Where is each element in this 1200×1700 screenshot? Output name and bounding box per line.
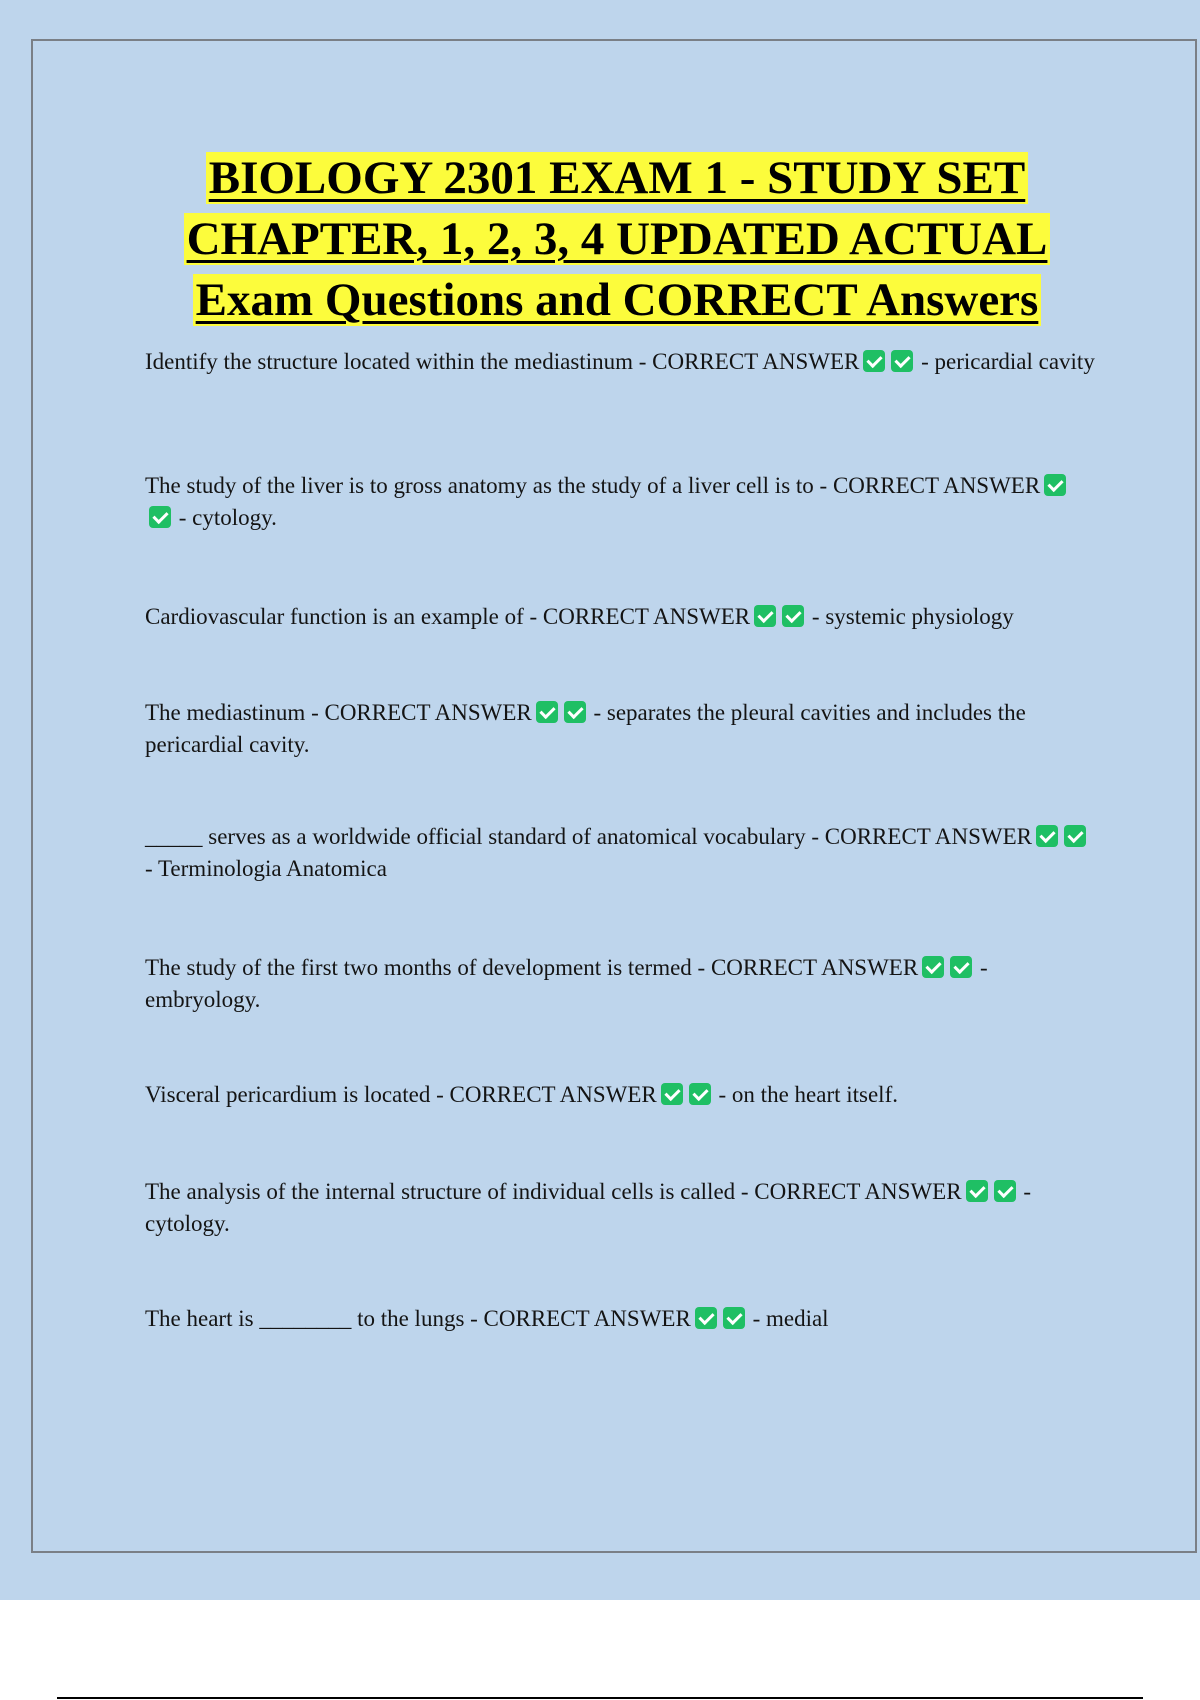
check-mark-icon (891, 350, 913, 372)
check-mark-icon (966, 1180, 988, 1202)
check-mark-icon (723, 1307, 745, 1329)
question-text: Visceral pericardium is located - CORRECT ANSWER (145, 1082, 657, 1107)
question-text: Cardiovascular function is an example of - CORRECT ANSWER (145, 604, 751, 629)
answer-text: - cytology. (178, 505, 277, 530)
qa-item (145, 1079, 1095, 1111)
check-mark-icon (689, 1083, 711, 1105)
question-text: The analysis of the internal structure of individual cells is called - CORRECT ANSWER (145, 1179, 962, 1204)
check-mark-icon (754, 605, 776, 627)
check-mark-icon (950, 956, 972, 978)
title-line: Exam Questions and CORRECT Answers (193, 274, 1042, 326)
qa-item (145, 470, 1095, 534)
answer-text: - medial (752, 1306, 829, 1331)
qa-item (145, 1176, 1095, 1240)
question-text: The study of the first two months of development is termed - CORRECT ANSWER (145, 955, 919, 980)
question-text: Identify the structure located within the mediastinum - CORRECT ANSWER (145, 349, 860, 374)
check-mark-icon (922, 956, 944, 978)
check-mark-icon (661, 1083, 683, 1105)
qa-item (145, 697, 1095, 761)
check-mark-icon (695, 1307, 717, 1329)
check-mark-icon (782, 605, 804, 627)
answer-text: - cytology. (145, 1179, 1031, 1236)
check-mark-icon (994, 1180, 1016, 1202)
qa-item (145, 821, 1095, 885)
check-mark-icon (863, 350, 885, 372)
title-line: BIOLOGY 2301 EXAM 1 - STUDY SET (206, 152, 1029, 204)
answer-text: - Terminologia Anatomica (145, 856, 387, 881)
check-mark-icon (564, 701, 586, 723)
question-text: _____ serves as a worldwide official standard of anatomical vocabulary - CORRECT ANSWER (145, 824, 1033, 849)
question-text: The heart is ________ to the lungs - CORRECT ANSWER (145, 1306, 691, 1331)
check-mark-icon (149, 506, 171, 528)
answer-text: - embryology. (145, 955, 988, 1012)
question-text: The study of the liver is to gross anatomy as the study of a liver cell is to - CORRECT ANSWER (145, 473, 1041, 498)
qa-item (145, 952, 1095, 1016)
check-mark-icon (1064, 825, 1086, 847)
answer-text: - on the heart itself. (718, 1082, 898, 1107)
answer-text: - separates the pleural cavities and includes the pericardial cavity. (145, 700, 1026, 757)
qa-item (145, 346, 1095, 378)
answer-text: - systemic physiology (811, 604, 1014, 629)
footer-rule (57, 1697, 1143, 1699)
check-mark-icon (536, 701, 558, 723)
title-line: CHAPTER, 1, 2, 3, 4 UPDATED ACTUAL (184, 213, 1051, 265)
check-mark-icon (1044, 474, 1066, 496)
question-text: The mediastinum - CORRECT ANSWER (145, 700, 532, 725)
document-title (100, 148, 1134, 331)
answer-text: - pericardial cavity (921, 349, 1095, 374)
check-mark-icon (1036, 825, 1058, 847)
qa-item (145, 1303, 1095, 1335)
qa-item (145, 601, 1095, 633)
